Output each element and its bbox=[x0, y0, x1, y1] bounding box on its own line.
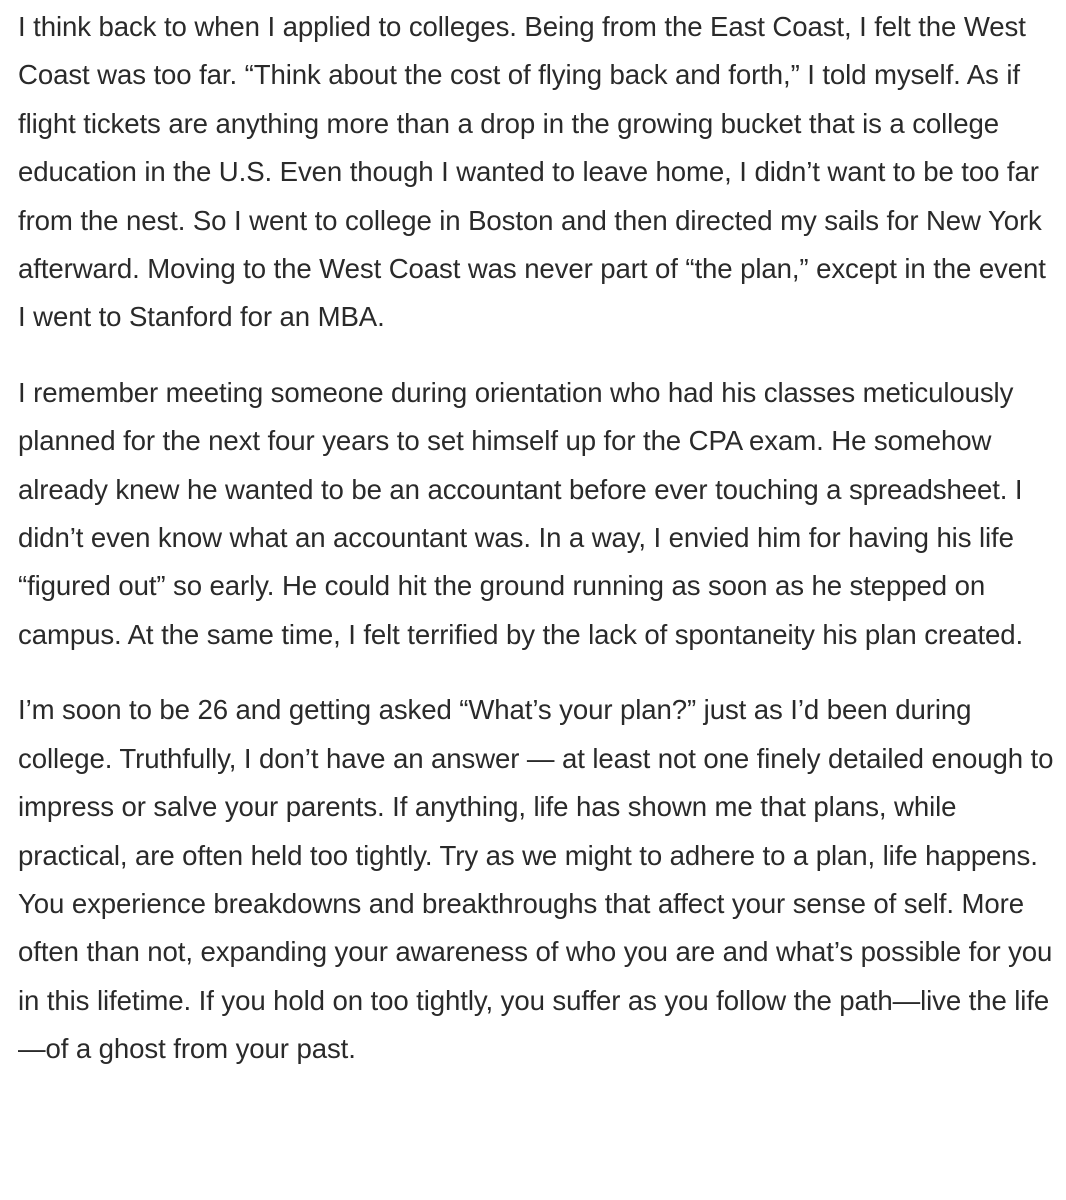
paragraph-orientation: I remember meeting someone during orientation who had his classes meticulously planned for the next four years to set himself up for the CPA exam. He somehow already knew he wanted to be an accountant before ever touching a spreadsheet. I didn’t even know what an accountant was. In a way, I envied him for having his life “figured out” so early. He could hit the ground running as soon as he stepped on campus. At the same time, I felt terrified by the lack of spontaneity his plan created. bbox=[18, 376, 1024, 650]
paragraph-whats-your-plan: I’m soon to be 26 and getting asked “What’s your plan?” just as I’d been during college. Truthfully, I don’t have an answer — at least not one finely detailed enough to impress or salve your parents. If anything, life has shown me that plans, while practical, are often held too tightly. Try as we might to adhere to a plan, life happens. You experience breakdowns and breakthroughs that affect your sense of self. More often than not, expanding your awareness of who you are and what’s possible for you in this lifetime. If you hold on too tightly, you suffer as you follow the path—live the life—of a ghost from your past. bbox=[18, 694, 1054, 1065]
paragraph-college-applications: I think back to when I applied to colleges. Being from the East Coast, I felt the West Coast was too far. “Think about the cost of flying back and forth,” I told myself. As if flight tickets are anything more than a drop in the growing bucket that is a college education in the U.S. Even though I wanted to leave home, I didn’t want to be too far from the nest. So I went to college in Boston and then directed my sails for New York afterward. Moving to the West Coast was never part of “the plan,” except in the event I went to Stanford for an MBA. bbox=[18, 11, 1046, 333]
